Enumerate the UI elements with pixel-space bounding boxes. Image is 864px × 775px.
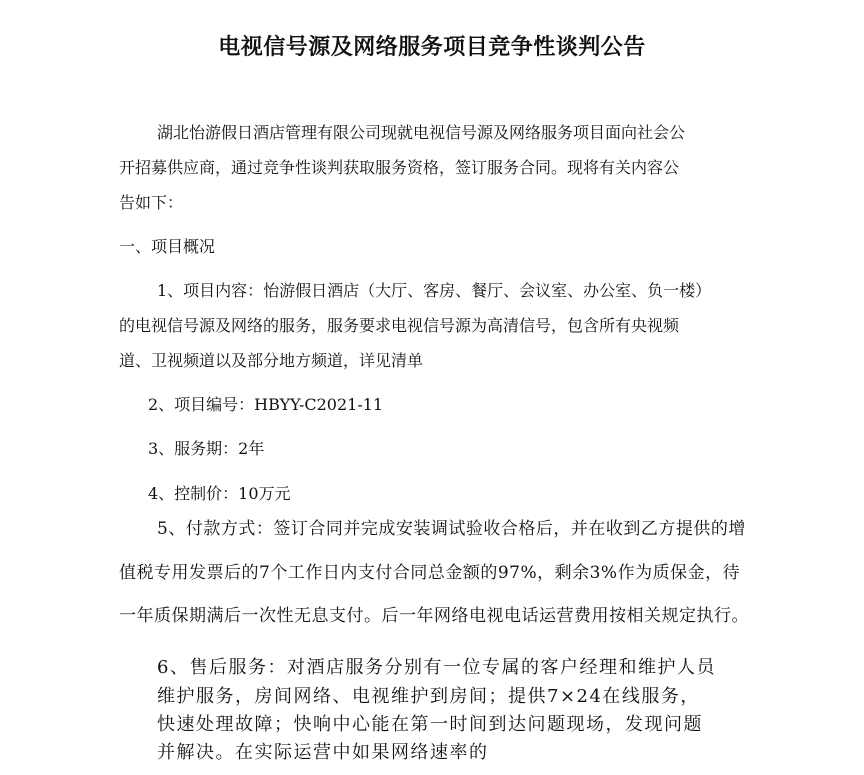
- item1-line-3: 道、卫视频道以及部分地方频道，详见清单: [119, 351, 424, 370]
- intro-line-1: 湖北怡游假日酒店管理有限公司现就电视信号源及网络服务项目面向社会公: [157, 123, 686, 142]
- item2-project-number: 2、项目编号：HBYY-C2021-11: [148, 395, 384, 414]
- item5-line-1: 5、付款方式：签订合同并完成安装调试验收合格后，并在收到乙方提供的增: [157, 519, 746, 539]
- item5-line-3: 一年质保期满后一次性无息支付。后一年网络电视电话运营费用按相关规定执行。: [119, 606, 749, 626]
- item3-service-period: 3、服务期：2年: [148, 439, 265, 458]
- item6-line-2: 维护服务，房间网络、电视维护到房间；提供7×24在线服务，: [157, 686, 700, 707]
- item4-control-price: 4、控制价：10万元: [148, 484, 291, 503]
- intro-line-2: 开招募供应商，通过竞争性谈判获取服务资格，签订服务合同。现将有关内容公: [119, 158, 680, 177]
- item1-line-2: 的电视信号源及网络的服务，服务要求电视信号源为高清信号，包含所有央视频: [119, 316, 680, 335]
- section-heading-overview: 一、项目概况: [119, 237, 216, 256]
- item5-line-2: 值税专用发票后的7个工作日内支付合同总金额的97%，剩余3%作为质保金，待: [119, 563, 741, 583]
- item6-line-1: 6、售后服务：对酒店服务分别有一位专属的客户经理和维护人员: [157, 657, 716, 678]
- item6-line-4: 并解决。在实际运营中如果网络速率的: [157, 742, 489, 763]
- document-title: 电视信号源及网络服务项目竞争性谈判公告: [218, 35, 646, 60]
- intro-line-3: 告如下：: [119, 193, 184, 212]
- item6-line-3: 快速处理故障；快响中心能在第一时间到达问题现场，发现问题: [157, 714, 703, 735]
- item1-line-1: 1、项目内容：怡游假日酒店（大厅、客房、餐厅、会议室、办公室、负一楼）: [157, 281, 712, 300]
